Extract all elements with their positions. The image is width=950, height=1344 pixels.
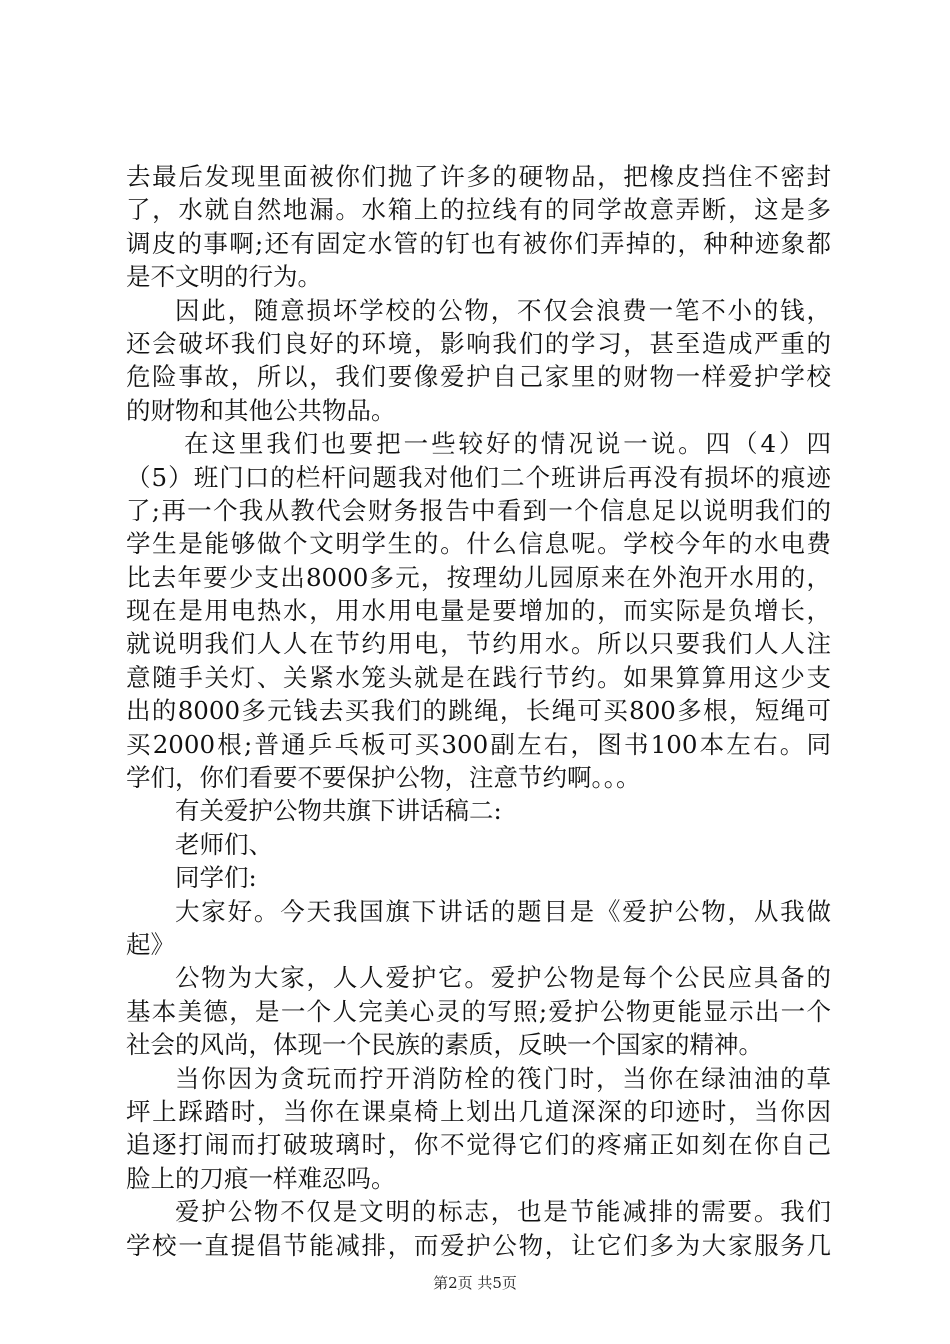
text-line: 起》 bbox=[126, 929, 175, 959]
text-line: 同学们: bbox=[175, 863, 257, 893]
text-line: 坪上踩踏时，当你在课桌椅上划出几道深深的印迹时，当你因 bbox=[126, 1096, 831, 1126]
text-line: 学生是能够做个文明学生的。什么信息呢。学校今年的水电费 bbox=[126, 529, 831, 559]
text-line: （5）班门口的栏杆问题我对他们二个班讲后再没有损坏的痕迹 bbox=[126, 462, 831, 492]
text-line: 脸上的刀痕一样难忍吗。 bbox=[126, 1163, 396, 1193]
text-line: 是不文明的行为。 bbox=[126, 262, 322, 292]
text-line: 出的8000多元钱去买我们的跳绳，长绳可买800多根，短绳可 bbox=[126, 696, 831, 726]
text-line: 比去年要少支出8000多元，按理幼儿园原来在外泡开水用的， bbox=[126, 562, 831, 592]
page-footer: 第2页 共5页 bbox=[433, 1274, 517, 1292]
text-line: 大家好。今天我国旗下讲话的题目是《爱护公物，从我做 bbox=[175, 896, 831, 926]
text-line: 现在是用电热水，用水用电量是要增加的，而实际是负增长， bbox=[126, 596, 831, 626]
text-line: 还会破坏我们良好的环境，影响我们的学习，甚至造成严重的 bbox=[126, 328, 831, 358]
text-line: 公物为大家，人人爱护它。爱护公物是每个公民应具备的 bbox=[175, 963, 831, 993]
text-line: 学们，你们看要不要保护公物，注意节约啊。。。 bbox=[126, 763, 641, 793]
text-line: 意随手关灯、关紧水笼头就是在践行节约。如果算算用这少支 bbox=[126, 662, 831, 692]
text-line: 基本美德，是一个人完美心灵的写照;爱护公物更能显示出一个 bbox=[126, 996, 831, 1026]
text-line: 爱护公物不仅是文明的标志，也是节能减排的需要。我们 bbox=[175, 1197, 831, 1227]
text-line: 了;再一个我从教代会财务报告中看到一个信息足以说明我们的 bbox=[126, 495, 831, 525]
text-line: 学校一直提倡节能减排，而爱护公物，让它们多为大家服务几 bbox=[126, 1230, 831, 1260]
text-line: 老师们、 bbox=[175, 829, 273, 859]
text-line: 因此，随意损坏学校的公物，不仅会浪费一笔不小的钱， bbox=[175, 295, 831, 325]
text-line: 当你因为贪玩而拧开消防栓的筏门时，当你在绿油油的草 bbox=[175, 1063, 831, 1093]
text-line: 危险事故，所以，我们要像爱护自己家里的财物一样爱护学校 bbox=[126, 362, 831, 392]
text-line: 调皮的事啊;还有固定水管的钉也有被你们弄掉的，种种迹象都 bbox=[126, 228, 831, 258]
text-line: 社会的风尚，体现一个民族的素质，反映一个国家的精神。 bbox=[126, 1030, 763, 1060]
text-line: 买2000根;普通乒乓板可买300副左右，图书100本左右。同 bbox=[126, 729, 831, 759]
text-line: 有关爱护公物共旗下讲话稿二: bbox=[175, 796, 502, 826]
text-line: 了，水就自然地漏。水箱上的拉线有的同学故意弄断，这是多 bbox=[126, 195, 831, 225]
document-body bbox=[126, 160, 831, 1262]
text-line: 就说明我们人人在节约用电，节约用水。所以只要我们人人注 bbox=[126, 629, 831, 659]
text-line: 在这里我们也要把一些较好的情况说一说。四（4）四 bbox=[184, 429, 831, 459]
text-line: 追逐打闹而打破玻璃时，你不觉得它们的疼痛正如刻在你自己 bbox=[126, 1130, 831, 1160]
text-line: 的财物和其他公共物品。 bbox=[126, 395, 396, 425]
text-line: 去最后发现里面被你们抛了许多的硬物品，把橡皮挡住不密封 bbox=[126, 162, 831, 191]
